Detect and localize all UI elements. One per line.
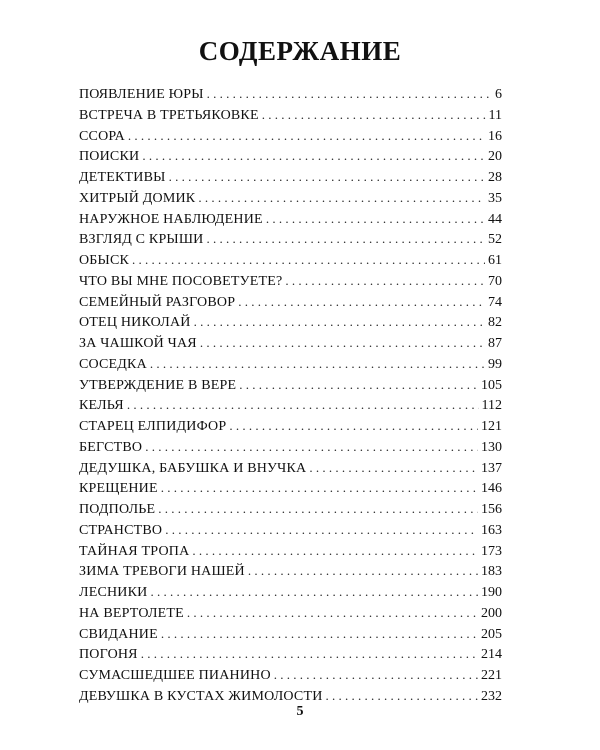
dot-leader [165,520,478,541]
toc-entry-title: ЧТО ВЫ МНЕ ПОСОВЕТУЕТЕ? [79,273,283,289]
dot-leader [141,644,478,665]
toc-entry-page: 221 [481,668,502,683]
toc-entry [79,271,502,292]
toc-entry-title: ОТЕЦ НИКОЛАЙ [79,315,191,331]
dot-leader [206,229,485,250]
dot-leader [127,395,479,416]
toc-entry [79,292,502,313]
toc-entry-title: СВИДАНИЕ [79,626,158,642]
toc-entry-page: 6 [495,87,502,102]
dot-leader [229,416,478,437]
toc-entry [79,478,502,499]
toc-entry [79,126,502,147]
dot-leader [128,126,485,147]
toc-entry-title: СОСЕДКА [79,356,147,372]
toc-entry-title: ПОИСКИ [79,149,140,165]
toc-entry [79,624,502,645]
dot-leader [192,541,478,562]
toc-entry-title: ХИТРЫЙ ДОМИК [79,190,196,206]
toc-entry-title: КЕЛЬЯ [79,398,124,414]
toc-entry-title: ДЕТЕКТИВЫ [79,170,166,185]
toc-entry [79,333,502,354]
toc-entry-page: 74 [488,294,502,310]
toc-entry-page: 52 [488,232,502,248]
dot-leader [161,624,478,645]
toc-entry [79,84,502,105]
toc-entry-title: КРЕЩЕНИЕ [79,481,158,497]
dot-leader [309,458,478,479]
dot-leader [187,603,478,624]
toc-entry-page: 200 [481,605,502,621]
toc-entry-page: 61 [488,253,502,268]
toc-entry-title: ЛЕСНИКИ [79,585,148,600]
toc-entry-title: УТВЕРЖДЕНИЕ В ВЕРЕ [79,377,237,393]
toc-entry-page: 130 [481,439,502,455]
toc-entry-page: 35 [488,190,502,206]
toc-entry-title: ССОРА [79,128,125,144]
toc-entry-page: 173 [481,543,502,559]
dot-leader [266,209,485,230]
toc-entry-page: 146 [481,481,502,497]
toc-entry-title: ВЗГЛЯД С КРЫШИ [79,232,204,248]
toc-entry-title: ОБЫСК [79,253,130,268]
toc-entry-page: 183 [481,564,502,580]
toc-entry-title: ДЕДУШКА, БАБУШКА И ВНУЧКА [79,460,307,476]
toc-entry [79,499,502,520]
toc-entry-title: ВСТРЕЧА В ТРЕТЬЯКОВКЕ [79,107,259,123]
toc-entry [79,644,502,665]
toc-entry [79,167,502,188]
toc-entry-page: 28 [488,170,502,185]
toc-entry-title: НА ВЕРТОЛЕТЕ [79,605,184,621]
toc-entry-title: ПОДПОЛЬЕ [79,502,156,517]
toc-entry [79,541,502,562]
dot-leader [150,354,485,375]
toc-entry-page: 16 [488,128,502,144]
toc-entry [79,458,502,479]
dot-leader [239,375,478,396]
toc-entry-page: 205 [481,626,502,642]
toc-entry-title: БЕГСТВО [79,439,143,455]
toc-entry-title: ДЕВУШКА В КУСТАХ ЖИМОЛОСТИ [79,688,323,704]
toc-entry-title: НАРУЖНОЕ НАБЛЮДЕНИЕ [79,211,263,227]
toc-entry [79,146,502,167]
toc-entry-title: СТРАНСТВО [79,522,163,538]
toc-entry-page: 214 [481,647,502,663]
toc-entry-page: 156 [481,502,502,517]
toc-entry [79,603,502,624]
dot-leader [132,250,485,271]
toc-entry [79,437,502,458]
toc-entry-title: СТАРЕЦ ЕЛПИДИФОР [79,419,227,434]
toc-entry-title: СЕМЕЙНЫЙ РАЗГОВОР [79,294,236,310]
toc-entry [79,354,502,375]
toc-entry-page: 137 [481,460,502,476]
toc-entry-title: ЗА ЧАШКОЙ ЧАЯ [79,336,197,351]
dot-leader [274,665,478,686]
toc-entry-title: ПОЯВЛЕНИЕ ЮРЫ [79,87,204,102]
toc-entry [79,395,502,416]
page-title: СОДЕРЖАНИЕ [198,36,402,66]
dot-leader [248,561,478,582]
toc-entry [79,229,502,250]
dot-leader [198,188,485,209]
toc-entry [79,416,502,437]
toc-entry-page: 99 [488,356,502,372]
table-of-contents [79,84,502,707]
toc-entry-page: 190 [481,585,502,600]
dot-leader [194,312,485,333]
dot-leader [200,333,485,354]
toc-entry-title: ПОГОНЯ [79,647,138,663]
toc-entry-page: 20 [488,149,502,165]
toc-entry [79,312,502,333]
toc-entry-page: 121 [481,419,502,434]
toc-entry-title: СУМАСШЕДШЕЕ ПИАНИНО [79,668,271,683]
dot-leader [161,478,478,499]
dot-leader [150,582,478,603]
toc-entry [79,250,502,271]
toc-entry [79,105,502,126]
dot-leader [238,292,485,313]
page-number: 5 [296,704,304,719]
dot-leader [145,437,478,458]
dot-leader [158,499,478,520]
toc-entry-title: ТАЙНАЯ ТРОПА [79,543,190,559]
toc-entry [79,209,502,230]
toc-entry-page: 163 [481,522,502,538]
toc-entry [79,665,502,686]
toc-entry-page: 70 [488,273,502,289]
toc-entry-page: 44 [488,211,502,227]
toc-entry [79,188,502,209]
toc-entry [79,561,502,582]
toc-entry [79,520,502,541]
dot-leader [285,271,485,292]
toc-entry-page: 11 [488,107,502,123]
toc-entry-title: ЗИМА ТРЕВОГИ НАШЕЙ [79,564,245,580]
toc-entry-page: 87 [488,336,502,351]
dot-leader [169,167,485,188]
toc-entry-page: 112 [481,398,502,414]
toc-entry-page: 105 [481,377,502,393]
dot-leader [262,105,486,126]
toc-entry [79,375,502,396]
toc-entry-page: 232 [481,688,502,704]
dot-leader [207,84,492,105]
dot-leader [142,146,485,167]
toc-entry [79,582,502,603]
toc-entry-page: 82 [488,315,502,331]
